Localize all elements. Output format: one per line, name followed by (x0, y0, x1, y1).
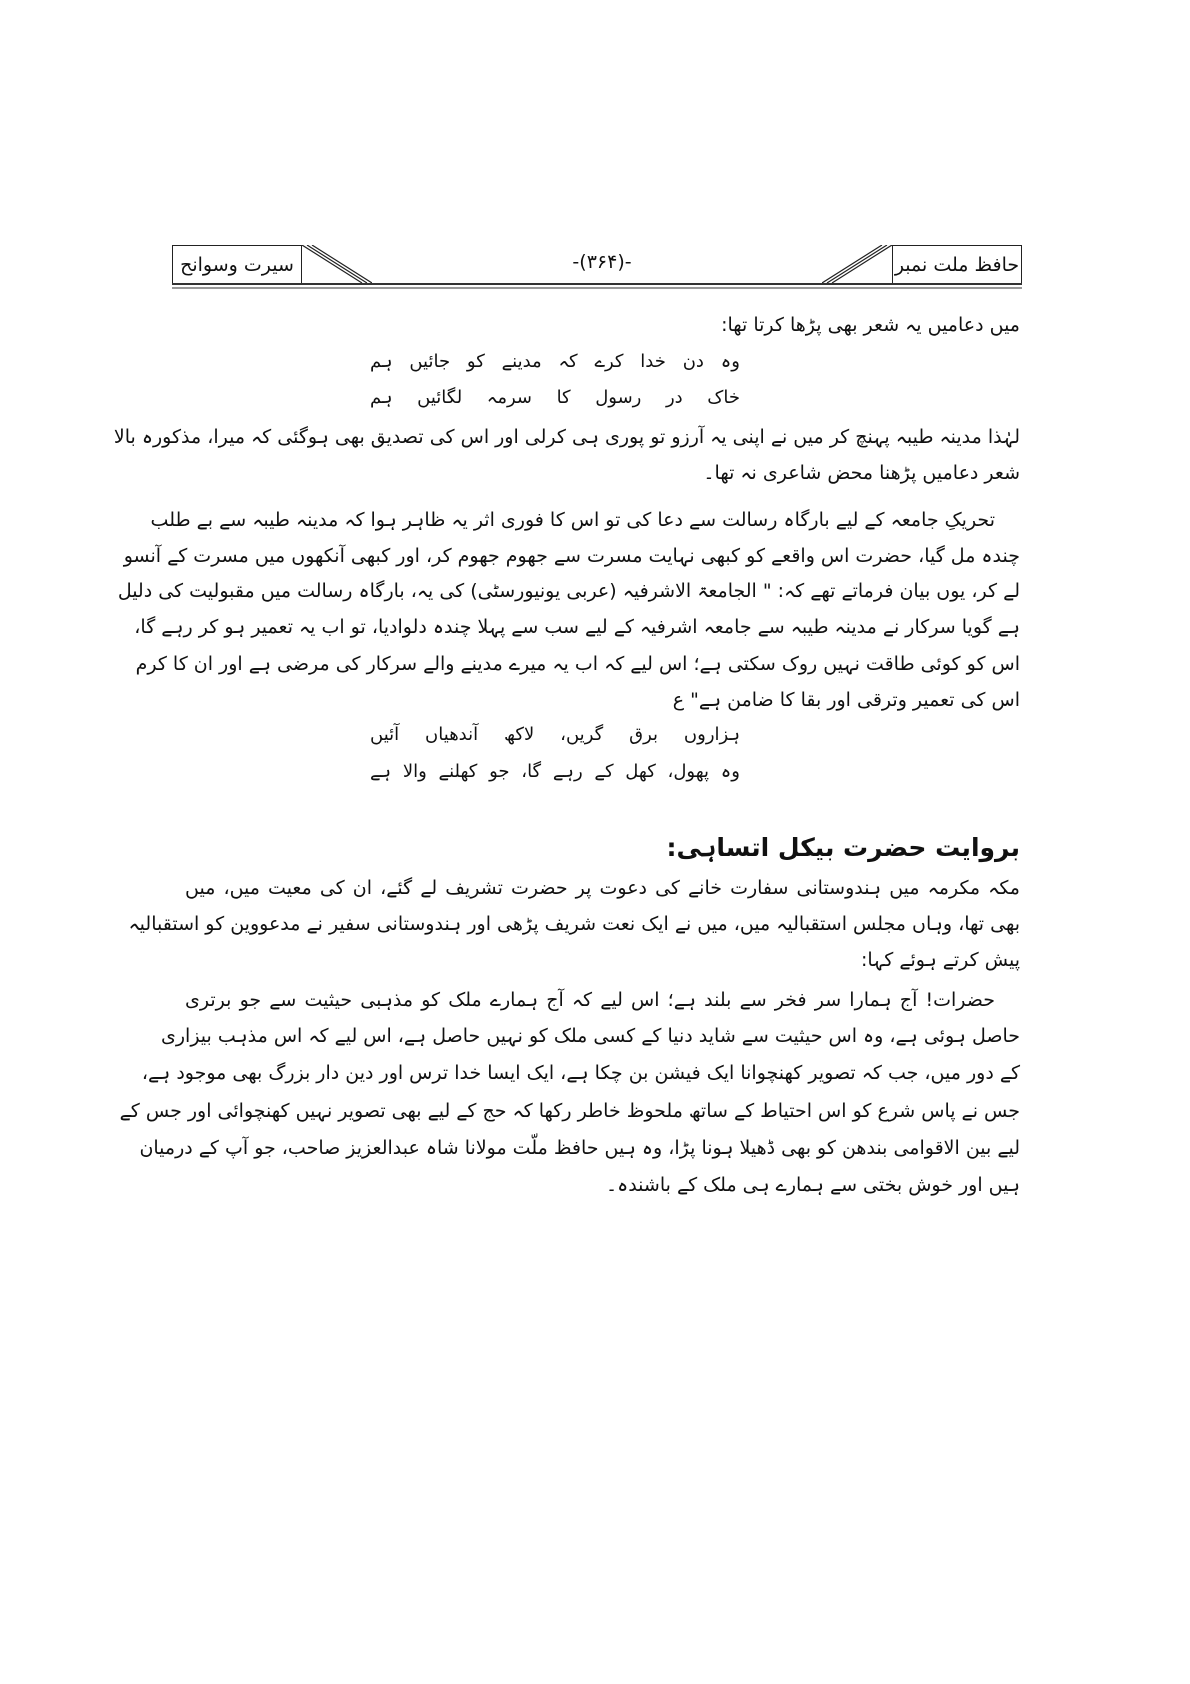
text-line: کے دور میں، جب کہ تصویر کھنچوانا ایک فیشن بن چکا ہے، ایک ایسا خدا ترس اور دین دار بزرگ بھی موجود ہے، (141, 1062, 1020, 1084)
book-title: حافظ ملت نمبر (894, 253, 1020, 276)
text-line: لہٰذا مدینہ طیبہ پہنچ کر میں نے اپنی یہ آرزو تو پوری ہی کرلی اور اس کی تصدیق بھی ہوگئی کہ میرا، مذکورہ بالا (113, 426, 1020, 448)
text-line: بھی تھا، وہاں مجلس استقبالیہ میں، میں نے ایک نعت شریف پڑھی اور ہندوستانی سفیر نے مدعووین کو استقبالیہ (128, 913, 1020, 935)
section-heading: بروایت حضرت بیکل اتساہی: (666, 833, 1020, 862)
text-line: چندہ مل گیا، حضرت اس واقعے کو کبھی نہایت مسرت سے جھوم جھوم کر، اور کبھی آنکھوں میں مسرت کے آنسو (123, 545, 1020, 567)
section-title-box (172, 245, 302, 283)
verse-line: وہ پھول، کھل کے رہے گا، جو کھلنے والا ہے (370, 761, 740, 782)
book-title-box (892, 245, 1022, 283)
text-line: مکہ مکرمہ میں ہندوستانی سفارت خانے کی دعوت پر حضرت تشریف لے گئے، ان کی معیت میں، میں (185, 877, 1020, 899)
text-line: تحریکِ جامعہ کے لیے بارگاہ رسالت سے دعا کی تو اس کا فوری اثر یہ ظاہر ہوا کہ مدینہ طیبہ سے بے طلب (150, 509, 995, 531)
text-line: ہیں اور خوش بختی سے ہمارے ہی ملک کے باشندہ۔ (605, 1174, 1020, 1196)
section-title: سیرت وسوانح (180, 253, 294, 276)
text-line: لیے بین الاقوامی بندھن کو بھی ڈھیلا ہونا پڑا، وہ ہیں حافظ ملّت مولانا شاہ عبدالعزیز صاحب، جو آپ کے درمیان (139, 1137, 1020, 1159)
text-line: حاصل ہوئی ہے، وہ اس حیثیت سے شاید دنیا کے کسی ملک کو نہیں حاصل ہے، اس لیے کہ اس مذہب بیزاری (161, 1025, 1020, 1047)
verse-line: خاک در رسول کا سرمہ لگائیں ہم (370, 387, 740, 408)
text-line: پیش کرتے ہوئے کہا: (860, 949, 1020, 971)
verse-line: وہ دن خدا کرے کہ مدینے کو جائیں ہم (370, 351, 740, 372)
page-number: -(۳۶۴)- (572, 251, 632, 273)
header-rule-secondary (172, 287, 1022, 289)
page-header (172, 243, 1022, 287)
text-line: اس کو کوئی طاقت نہیں روک سکتی ہے؛ اس لیے کہ اب یہ میرے مدینے والے سرکار کی مرضی ہے اور ان کا کرم (135, 653, 1020, 675)
header-rule (172, 283, 1022, 285)
header-decoration-right (822, 245, 892, 283)
text-line: لے کر، یوں بیان فرماتے تھے کہ: " الجامعۃ الاشرفیہ (عربی یونیورسٹی) کی یہ، بارگاہ رسالت میں مقبولیت کی دلیل (117, 580, 1020, 602)
text-line: جس نے پاس شرع کو اس احتیاط کے ساتھ ملحوظ خاطر رکھا کہ حج کے لیے بھی تصویر نہیں کھنچوائی اور جس کے (119, 1100, 1020, 1122)
text-line: اس کی تعمیر وترقی اور بقا کا ضامن ہے" ع (672, 689, 1020, 711)
verse-line: ہزاروں برق گریں، لاکھ آندھیاں آئیں (370, 724, 740, 745)
text-line: حضرات! آج ہمارا سر فخر سے بلند ہے؛ اس لیے کہ آج ہمارے ملک کو مذہبی حیثیت سے جو برتری (185, 989, 995, 1011)
text-line: ہے گویا سرکار نے مدینہ طیبہ سے جامعہ اشرفیہ کے لیے سب سے پہلا چندہ دلوادیا، تو اب یہ تعمیر ہو کر رہے گا، (134, 616, 1020, 638)
header-decoration-left (302, 245, 372, 283)
text-line: شعر دعامیں پڑھنا محض شاعری نہ تھا۔ (703, 462, 1020, 484)
text-line: میں دعامیں یہ شعر بھی پڑھا کرتا تھا: (721, 314, 1020, 336)
